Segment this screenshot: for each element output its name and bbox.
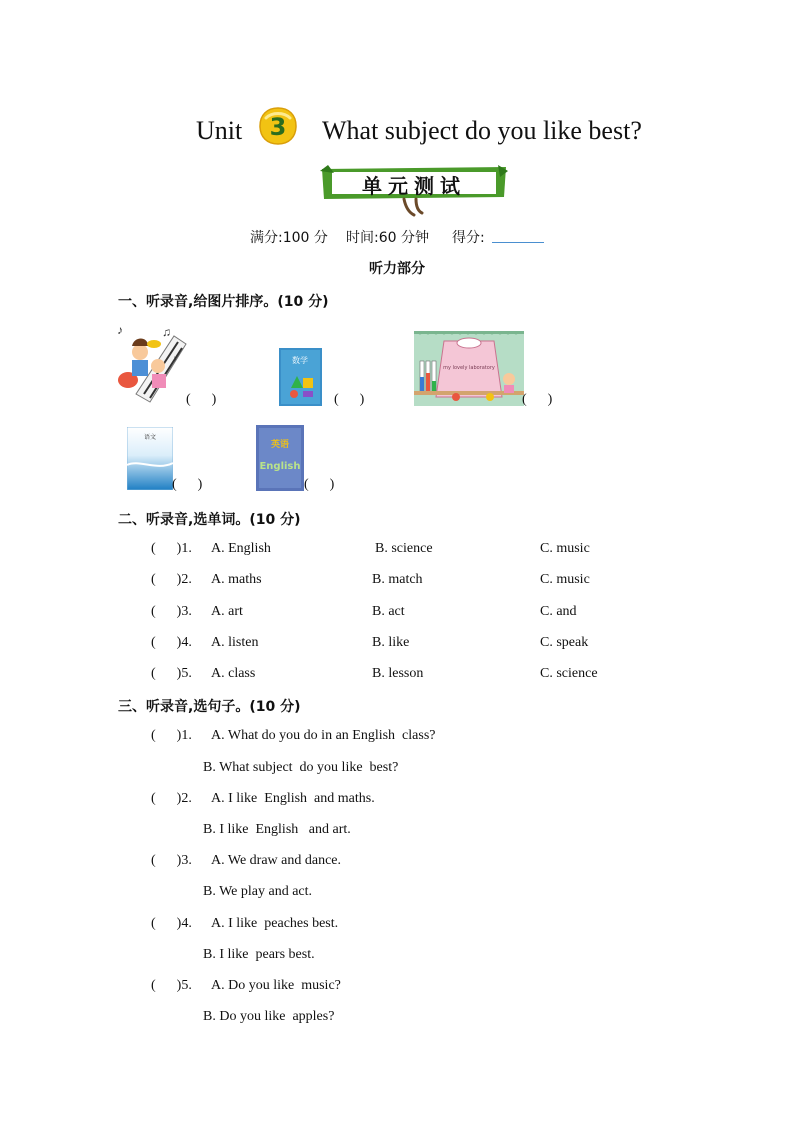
s3-q4-option-a: A. I like peaches best. (211, 916, 339, 931)
s2-q1-option-a: A. English (211, 541, 271, 556)
s3-q2-number[interactable]: ( )2. (151, 791, 192, 806)
s2-q1-option-c: C. music (540, 541, 590, 556)
unit-number: 3 (269, 113, 287, 141)
s2-q5-option-b: B. lesson (372, 666, 424, 681)
s2-q3-number[interactable]: ( )3. (151, 604, 192, 619)
s2-q3-option-c: C. and (540, 604, 577, 619)
unit-number-badge (258, 106, 298, 146)
english-book-image (256, 425, 304, 491)
image3-answer-blank[interactable]: ( ) (522, 392, 553, 407)
section1-heading: 一、听录音,给图片排序。(10 分) (118, 294, 329, 310)
s2-q3-option-a: A. art (211, 604, 243, 619)
maths-book-image (279, 348, 322, 406)
section2-heading: 二、听录音,选单词。(10 分) (118, 512, 301, 528)
image4-answer-blank[interactable]: ( ) (172, 477, 203, 492)
unit-title: What subject do you like best? (322, 116, 642, 145)
maths-book-label: 数学 (292, 356, 308, 365)
lab-sign-text: my lovely laboratory (443, 365, 495, 371)
s2-q4-option-a: A. listen (211, 635, 259, 650)
english-book-cn-label: 英语 (270, 440, 290, 450)
music-class-image (114, 322, 190, 404)
s2-q5-number[interactable]: ( )5. (151, 666, 192, 681)
svg-text:♫: ♫ (162, 325, 171, 339)
s2-q4-option-c: C. speak (540, 635, 589, 650)
s2-q1-option-b: B. science (375, 541, 433, 556)
s2-q3-option-b: B. act (372, 604, 405, 619)
s3-q1-number[interactable]: ( )1. (151, 728, 192, 743)
s3-q5-number[interactable]: ( )5. (151, 978, 192, 993)
score-label: 得分: (452, 230, 485, 246)
s3-q5-option-b: B. Do you like apples? (203, 1009, 335, 1024)
svg-text:♪: ♪ (117, 323, 123, 337)
image1-answer-blank[interactable]: ( ) (186, 392, 217, 407)
s2-q2-option-a: A. maths (211, 572, 262, 587)
s3-q3-option-a: A. We draw and dance. (211, 853, 342, 868)
unit-label: Unit (196, 116, 243, 145)
svg-text:♪: ♪ (172, 354, 177, 365)
s3-q3-option-b: B. We play and act. (203, 884, 313, 899)
part-title: 听力部分 (369, 261, 425, 277)
english-book-en-label: English (259, 461, 301, 472)
image2-answer-blank[interactable]: ( ) (334, 392, 365, 407)
s3-q2-option-a: A. I like English and maths. (211, 791, 375, 806)
chinese-book-label: 语文 (143, 434, 157, 441)
s3-q3-number[interactable]: ( )3. (151, 853, 192, 868)
s2-q2-option-b: B. match (372, 572, 423, 587)
s2-q5-option-a: A. class (211, 666, 256, 681)
science-lab-image (414, 331, 524, 406)
s3-q4-option-b: B. I like pears best. (203, 947, 315, 962)
s2-q4-number[interactable]: ( )4. (151, 635, 192, 650)
image5-answer-blank[interactable]: ( ) (304, 477, 335, 492)
full-score: 满分:100 分 (250, 230, 328, 246)
section3-heading: 三、听录音,选句子。(10 分) (118, 699, 301, 715)
s3-q2-option-b: B. I like English and art. (203, 822, 351, 837)
score-blank[interactable] (492, 242, 544, 243)
unit-test-banner-text: 单元测试 (362, 174, 466, 198)
s3-q1-option-a: A. What do you do in an English class? (211, 728, 436, 743)
s2-q4-option-b: B. like (372, 635, 410, 650)
s3-q4-number[interactable]: ( )4. (151, 916, 192, 931)
chinese-book-image (127, 427, 173, 490)
s2-q2-number[interactable]: ( )2. (151, 572, 192, 587)
time-limit: 时间:60 分钟 (346, 230, 429, 246)
s2-q5-option-c: C. science (540, 666, 598, 681)
s2-q1-number[interactable]: ( )1. (151, 541, 192, 556)
s3-q1-option-b: B. What subject do you like best? (203, 760, 399, 775)
s2-q2-option-c: C. music (540, 572, 590, 587)
s3-q5-option-a: A. Do you like music? (211, 978, 341, 993)
